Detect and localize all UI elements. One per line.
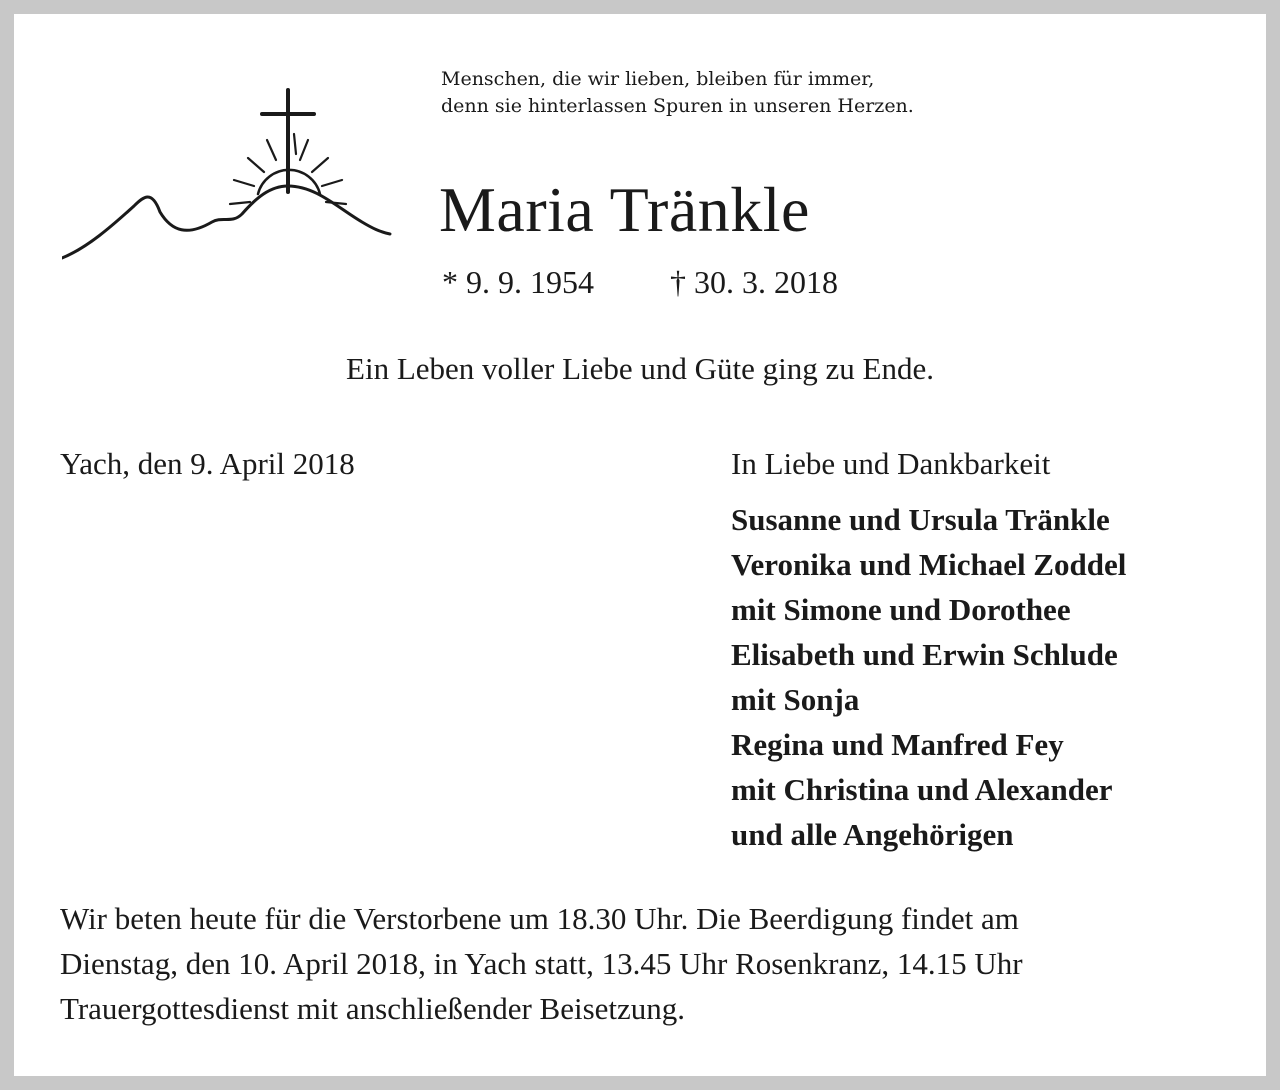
service-line-1: Wir beten heute für die Verstorbene um 18.30 Uhr. Die Beerdigung findet am xyxy=(60,901,1019,936)
memorial-motto: Ein Leben voller Liebe und Güte ging zu Ende. xyxy=(346,351,934,386)
mourner-line: und alle Angehörigen xyxy=(731,817,1014,852)
mourner-line: Regina und Manfred Fey xyxy=(731,727,1064,762)
place-and-date: Yach, den 9. April 2018 xyxy=(60,446,355,481)
obituary-card xyxy=(14,14,1266,1076)
birth-date: * 9. 9. 1954 xyxy=(442,264,594,300)
service-line-2: Dienstag, den 10. April 2018, in Yach statt, 13.45 Uhr Rosenkranz, 14.15 Uhr xyxy=(60,946,1023,981)
mourner-line: mit Simone und Dorothee xyxy=(731,592,1071,627)
mourner-line: Susanne und Ursula Tränkle xyxy=(731,502,1110,537)
quote-line-1: Menschen, die wir lieben, bleiben für immer, xyxy=(441,68,875,90)
mourner-line: mit Sonja xyxy=(731,682,860,717)
memorial-quote xyxy=(441,66,914,120)
mourner-line: Veronika und Michael Zoddel xyxy=(731,547,1127,582)
quote-line-2: denn sie hinterlassen Spuren in unseren Herzen. xyxy=(441,95,914,117)
death-date: † 30. 3. 2018 xyxy=(670,264,838,300)
cross-on-mountain-with-sun-icon xyxy=(62,76,392,266)
deceased-name: Maria Tränkle xyxy=(439,174,810,245)
thanks-heading: In Liebe und Dankbarkeit xyxy=(731,446,1051,481)
life-dates xyxy=(442,262,838,302)
service-line-3: Trauergottesdienst mit anschließender Beisetzung. xyxy=(60,991,686,1026)
service-information xyxy=(60,896,1240,1031)
mourners-list xyxy=(731,497,1126,857)
mourner-line: Elisabeth und Erwin Schlude xyxy=(731,637,1118,672)
mourner-line: mit Christina und Alexander xyxy=(731,772,1113,807)
